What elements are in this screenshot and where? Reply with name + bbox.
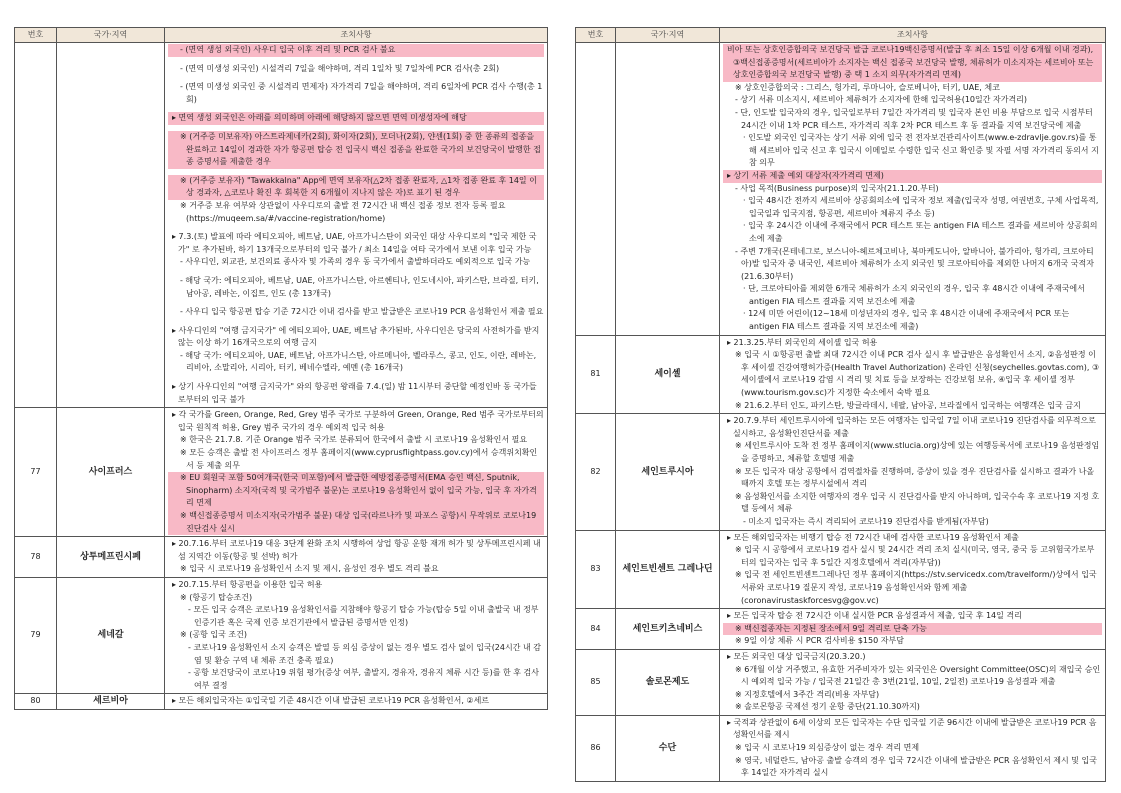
table-row xyxy=(576,43,1106,336)
measure-line: ※ 입국 시 공항에서 코로나19 검사 실시 및 24시간 격리 조치 실시(미국, 영국, 중국 등 고위험국가로부터의 입국자는 입국 후 5일간 지정호텔에서 격리(자부담)) xyxy=(735,545,1095,567)
table-row xyxy=(576,335,1106,414)
measure-line: - 공항 보건당국이 코로나19 위험 평가(증상 여부, 출발지, 경유자, 경유지 체류 시간 등)를 한 후 검사 여부 결정 xyxy=(188,668,540,690)
country-name: 사이프러스 xyxy=(57,408,165,537)
country-name: 수단 xyxy=(616,715,720,781)
measure-line: - 미소지 입국자는 즉시 격리되어 코로나19 진단검사를 받게됨(자부담) xyxy=(743,516,989,526)
measure-line: - 주변 7개국(몬테네그로, 보스니아-헤르체고비나, 북마케도니아, 알바니아, 불가리아, 헝가리, 크로아티아)발 입국자 중 내국인, 세르비아 체류허가 소지 외국인 및 크로아티아를 제외한 나머지 6개국 국적자(21.6.30부터) xyxy=(735,246,1094,281)
table-row xyxy=(15,537,548,578)
left-page xyxy=(14,27,548,710)
measures-cell xyxy=(720,609,1106,650)
measure-line: ▸ 상기 서류 제출 예외 대상자(자가격리 면제) xyxy=(723,170,1102,183)
measure-line: ▸ 21.3.25.부터 외국인의 세이셸 입국 허용 xyxy=(727,337,878,347)
country-name: 상투메프린시페 xyxy=(57,537,165,578)
measure-line: ▸ 국적과 상관없이 6세 이상의 모든 입국자는 수단 입국일 기준 96시간 이내에 발급받은 코로나19 PCR 음성확인서를 제시 xyxy=(727,717,1097,740)
country-name: 세네갈 xyxy=(57,577,165,693)
measure-line: ※ (공항 입국 조건) xyxy=(180,630,247,640)
measure-line: ※ EU 회원국 포함 50여개국(한국 미포함)에서 발급한 예방접종증명서(EMA 승인 백신, Sputnik, Sinopharm) 소지자(국적 및 국가범주 불문)는 코로나19 음성확인서 없이 입국 가능, 입국 후 자가격리 면제 xyxy=(168,472,544,510)
measure-line: ▸ 20.7.16.부터 코로나19 대응 3단계 완화 조치 시행하여 상업 항공 운항 재개 허가 및 상투메프린시페 내 섬 지역간 이동(항공 및 선박) 허가 xyxy=(172,539,541,561)
measure-line: ※ 입국 전 세인트빈센트그레나딘 정부 홈페이지(https://stv.servicedx.com/travelform/)상에서 입국 서류와 코로나19 질문지 작성, 코로나19 음성확인서와 함께 제출(coronavirustaskforcesvg@gov.vc) xyxy=(735,570,1097,605)
measure-line: - (면역 미생성 외국인) 시설격리 7일을 해야하며, 격리 1일차 및 7일차에 PCR 검사(총 2회) xyxy=(180,63,500,73)
row-number xyxy=(576,43,616,336)
measure-line: - (면역 미생성 외국인 중 시설격리 면제자) 자가격리 7일을 해야하며, 격리 6일차에 PCR 검사 수행(총 1회) xyxy=(180,82,543,104)
measure-line: 비아 또는 상호인증합의국 보건당국 발급 코로나19백신증명서(발급 후 최소 15일 이상 6개월 이내 경과), ③백신접종증명서(세르비아가 소지자는 백신 접종국 보건당국 발행, 체류허가 미소지자는 세르비아 또는 상호인증합의국 보건당국 발행) 중 택 1 소지 의무(자가격리 면제) xyxy=(723,44,1102,82)
table-row xyxy=(15,43,548,408)
measure-line: ※ 백신접종자는 지정된 장소에서 9일 격리로 단축 가능 xyxy=(723,623,1102,636)
measure-line: ▸ 사우디인의 "여행 금지국가" 에 에티오피아, UAE, 베트남 추가된바, 사우디인은 당국의 사전허가를 받지 않는 이상 하기 16개국으로의 여행 금지 xyxy=(172,325,540,348)
row-number: 80 xyxy=(15,694,57,710)
measure-line: ▸ 모든 해외입국자는 비행기 탑승 전 72시간 내에 검사한 코로나19 음성확인서 제출 xyxy=(727,532,1019,542)
measure-line: ※ (거주증 보유자) "Tawakkalna" App에 면역 보유자(△2차 접종 완료자, △1차 접종 완료 후 14일 이상 경과자, △코로나 확진 후 회복한 지 6개월이 지나지 않은 자)로 표기 된 경우 xyxy=(168,175,544,200)
measures-cell xyxy=(165,43,548,408)
measures-cell xyxy=(720,649,1106,715)
header-country: 국가·지역 xyxy=(616,28,720,43)
table-row xyxy=(576,609,1106,650)
measure-line: · 인도발 외국인 입국자는 상기 서류 외에 입국 전 전자보건관리사이트(www.e-zdravlje.gov.rs)를 통해 세르비아 입국 신고 후 입국시 이메일로 수령한 입국 신고 확인증 및 자필 서명 자가격리 동의서 지참 의무 xyxy=(743,133,1099,168)
country-name: 솔로몬제도 xyxy=(616,649,720,715)
measures-cell xyxy=(720,715,1106,781)
measures-cell xyxy=(165,537,548,578)
measure-line: - 사우디인, 외교관, 보건의료 종사자 및 가족의 경우 동 국가에서 출발하더라도 예외적으로 입국 가능 xyxy=(180,257,531,267)
row-number: 79 xyxy=(15,577,57,693)
table-row xyxy=(15,694,548,710)
measure-line: ▸ 7.3.(토) 발표에 따라 에티오피아, 베트남, UAE, 아프가니스탄이 외국인 대상 사우디로의 "입국 제한 국가" 로 추가된바, 하기 13개국으로부터의 입국 불가 / 최소 14일을 여타 국가에서 보낸 이후 입국 가능 xyxy=(172,232,537,254)
right-table xyxy=(575,27,1106,782)
country-name xyxy=(57,43,165,408)
row-number: 77 xyxy=(15,408,57,537)
left-table-body xyxy=(15,43,548,710)
measure-line: ※ 지정호텔에서 3주간 격리(비용 자부담) xyxy=(735,689,880,699)
header-measures: 조치사항 xyxy=(165,28,548,43)
row-number: 83 xyxy=(576,530,616,609)
measure-line: ※ 모든 입국자 대상 공항에서 검역절차를 진행하며, 증상이 있을 경우 진단검사를 실시하고 결과가 나올 때까지 호텔 또는 정부시설에서 격리 xyxy=(735,466,1095,489)
measure-line: ※ 음성확인서를 소지한 여행자의 경우 입국 시 진단검사를 받지 아니하며, 입국수속 후 코로나19 지정 호텔 등에서 체류 xyxy=(735,491,1100,514)
measure-line: ▸ 상기 사우디인의 "여행 금지국가" 와의 항공편 왕래를 7.4.(일) 밤 11시부터 중단할 예정인바 동 국가들로부터의 입국 불가 xyxy=(172,382,537,404)
row-number xyxy=(15,43,57,408)
measure-line: ▸ 면역 생성 외국인은 아래를 의미하며 아래에 해당하지 않으면 면역 미생성자에 해당 xyxy=(168,112,544,125)
right-page xyxy=(575,27,1106,782)
country-name: 세인트빈센트 그레나딘 xyxy=(616,530,720,609)
country-name xyxy=(616,43,720,336)
right-table-body xyxy=(576,43,1106,782)
table-row xyxy=(15,408,548,537)
row-number: 85 xyxy=(576,649,616,715)
measures-cell xyxy=(165,577,548,693)
measure-line: ※ 9일 이상 체류 시 PCR 검사비용 $150 자부담 xyxy=(735,636,904,646)
row-number: 86 xyxy=(576,715,616,781)
table-row xyxy=(15,577,548,693)
measure-line: ※ (거주증 미보유자) 아스트라제네카(2회), 화이자(2회), 모더나(2회), 얀센(1회) 중 한 종류의 접종을 완료하고 14일이 경과한 자가 항공편 탑승 전 입국시 백신 접종을 완료한 국가의 보건당국이 발행한 접종 증명서를 제출한 경우 xyxy=(168,131,544,169)
measure-line: ※ 입국 시 코로나19 음성확인서 소지 및 제시, 음성인 경우 별도 격리 불요 xyxy=(180,564,439,574)
measure-line: ※ (항공기 탑승조건) xyxy=(180,592,253,602)
measure-line: - 상기 서류 미소지시, 세르비아 체류허가 소지자에 한해 입국허용(10일간 자가격리) xyxy=(735,95,1028,105)
measure-line: ※ 입국 시 코로나19 의심증상이 없는 경우 격리 면제 xyxy=(735,743,920,753)
measures-cell xyxy=(165,694,548,710)
measure-line: ※ 영국, 네덜란드, 남아공 출발 승객의 경우 입국 72시간 이내에 발급받은 PCR 음성확인서 제시 및 입국 후 14일간 자가격리 실시 xyxy=(735,755,1098,778)
country-name: 세이셸 xyxy=(616,335,720,414)
measures-cell xyxy=(720,43,1106,336)
measure-line: ※ 한국은 21.7.8. 기준 Orange 범주 국가로 분류되어 한국에서 출발 시 코로나19 음성확인서 필요 xyxy=(180,435,528,445)
measure-line: ※ 모든 승객은 출발 전 사이프러스 정부 홈페이지(www.cyprusflightpass.gov.cy)에서 승객위치확인서 등 제출 의무 xyxy=(180,448,538,470)
measure-line: - 모든 입국 승객은 코로나19 음성확인서를 지참해야 항공기 탑승 가능(탑승 5일 이내 출발국 내 정부 인증기관 혹은 국제 인증 보건기관에서 발급된 증명서만 인정) xyxy=(188,605,539,627)
measures-cell xyxy=(720,335,1106,414)
measure-line: ▸ 모든 해외입국자는 ①입국일 기준 48시간 이내 발급된 코로나19 PCR 음성확인서, ②세르 xyxy=(172,696,490,706)
measures-cell xyxy=(720,414,1106,530)
measure-line: - 사업 목적(Business purpose)의 입국자(21.1.20.부터) xyxy=(735,183,939,193)
measure-line: ※ 21.6.2.부터 인도, 파키스탄, 방글라데시, 네팔, 남아공, 브라질에서 입국하는 여행객은 입국 금지 xyxy=(735,400,1081,410)
measure-line: ▸ 20.7.15.부터 항공편을 이용한 입국 허용 xyxy=(172,579,323,589)
country-name: 세르비아 xyxy=(57,694,165,710)
measure-line: ※ 세인트루시아 도착 전 정부 홈페이지(www.stlucia.org)상에 있는 여행등록서에 코로나19 음성판정임을 증명하고, 체류할 호텔명 제출 xyxy=(735,441,1100,463)
measure-line: ※ 백신접종증명서 미소지자(국가범주 불문) 대상 입국(라르나카 및 파포스 공항)시 무작위로 코로나19 진단검사 실시 xyxy=(168,510,544,535)
left-table xyxy=(14,27,548,710)
measures-cell xyxy=(165,408,548,537)
table-row xyxy=(576,649,1106,715)
row-number: 84 xyxy=(576,609,616,650)
measure-line: ※ 6개월 이상 거주했고, 유효한 거주비자가 있는 외국인은 Oversight Committee(OSC)의 재입국 승인시 예외적 입국 가능 / 입국전 21일간 총 3번(21일, 10일, 2일전) 코로나19 음성결과 제출 xyxy=(735,664,1101,687)
header-measures: 조치사항 xyxy=(720,28,1106,43)
measure-line: ▸ 각 국가를 Green, Orange, Red, Grey 범주 국가로 구분하여 Green, Orange, Red 범주 국가로부터의 입국 원칙적 허용, Grey 범주 국가의 경우 예외적 입국 허용 xyxy=(172,410,544,432)
measure-line: · 12세 미만 어린이(12~18세 미성년자의 경우, 입국 후 48시간 이내에 주재국에서 PCR 또는 antigen FIA 테스트 결과를 지역 보건소에 제출) xyxy=(743,309,1070,332)
measure-line: - 단, 인도발 입국자의 경우, 입국일로부터 7일간 자가격리 및 입국자 본인 비용 부담으로 입국 시점부터 24시간 이내 1차 PCR 테스트, 자가격리 직후 2차 PCR 테스트 후 동 결과를 지역 보건당국에 제출 xyxy=(735,107,1093,130)
measure-line: ※ 거주증 보유 여부와 상관없이 사우디로의 출발 전 72시간 내 백신 접종 정보 전자 등록 필요 (https://muqeem.sa/#/vaccine-registration/home) xyxy=(180,200,506,223)
measure-line: - 코로나19 음성확인서 소지 승객은 발열 등 의심 증상이 없는 경우 별도 검사 없이 입국(24시간 내 감염 및 환승 구역 내 체류 조건 충족 필요) xyxy=(188,642,541,665)
measure-line: · 입국 48시간 전까지 세르비아 상공회의소에 입국자 정보 제출(입국자 성명, 여권번호, 구체 사업목적, 입국일과 입국지점, 항공편, 세르비아 체류지 주소 등) xyxy=(743,196,1099,218)
measure-line: - 사우디 입국 항공편 탑승 기준 72시간 이내 검사를 받고 발급받은 코로나19 PCR 음성확인서 제출 필요 xyxy=(180,307,544,317)
measure-line: · 입국 후 24시간 이내에 주재국에서 PCR 테스트 또는 antigen FIA 테스트 결과를 세르비아 상공회의소에 제출 xyxy=(743,221,1098,243)
table-row xyxy=(576,414,1106,530)
row-number: 82 xyxy=(576,414,616,530)
measure-line: · 단, 크로아티아를 제외한 6개국 체류허가 소지 외국인의 경우, 입국 후 48시간 이내에 주재국에서 antigen FIA 테스트 결과를 지역 보건소에 제출 xyxy=(743,284,1085,306)
table-row xyxy=(576,715,1106,781)
measure-line: - 해당 국가: 에티오피아, 베트남, UAE, 아프가니스탄, 아르헨티나, 인도네시아, 파키스탄, 브라질, 터키, 남아공, 레바논, 이집트, 인도 (총 13개국) xyxy=(180,275,539,298)
header-number: 번호 xyxy=(576,28,616,43)
measure-line: - 해당 국가: 에티오피아, UAE, 베트남, 아프가니스탄, 아르메니아, 벨라루스, 콩고, 인도, 이란, 레바논, 리비아, 소말리아, 시리아, 터키, 베네수엘라, 예멘 (총 16개국) xyxy=(180,350,537,373)
country-name: 세인트루시아 xyxy=(616,414,720,530)
row-number: 78 xyxy=(15,537,57,578)
header-number: 번호 xyxy=(15,28,57,43)
measure-line: ※ 솔로몬항공 국제선 정기 운항 중단(21.10.30까지) xyxy=(735,702,920,712)
measure-line: ▸ 모든 외국인 대상 입국금지(20.3.20.) xyxy=(727,651,866,661)
measure-line: ▸ 모든 입국자 탑승 전 72시간 이내 실시한 PCR 음성결과서 제출, 입국 후 14일 격리 xyxy=(727,611,1022,621)
measure-line: ※ 상호인증합의국 : 그리스, 헝가리, 루마니아, 슬로베니아, 터키, UAE, 체코 xyxy=(735,82,1000,92)
measure-line: ※ 입국 시 ①항공편 출발 최대 72시간 이내 PCR 검사 실시 후 발급받은 음성확인서 소지, ②음성판정 이후 세이셸 건강여행허가증(Health Travel Authorization) 온라인 신청(seychelles.govtas.com), ③세이셸에서 코로나19 감염 시 격리 및 치료 등을 보장하는 건강보험 보유, ④입국 후 세이셸 정부(www.tourism.gov.sc)가 지정한 숙소에서 숙박 필요 xyxy=(735,350,1100,398)
country-name: 세인트키츠네비스 xyxy=(616,609,720,650)
measures-cell xyxy=(720,530,1106,609)
left-header-row xyxy=(15,28,548,43)
table-row xyxy=(576,530,1106,609)
row-number: 81 xyxy=(576,335,616,414)
header-country: 국가·지역 xyxy=(57,28,165,43)
right-header-row xyxy=(576,28,1106,43)
measure-line: - (면역 생성 외국인) 사우디 입국 이후 격리 및 PCR 검사 불요 xyxy=(168,44,544,57)
measure-line: ▸ 20.7.9.부터 세인트루시아에 입국하는 모든 여행자는 입국일 7일 이내 코로나19 진단검사를 의무적으로 실시하고, 음성확인진단서를 제출 xyxy=(727,416,1096,438)
